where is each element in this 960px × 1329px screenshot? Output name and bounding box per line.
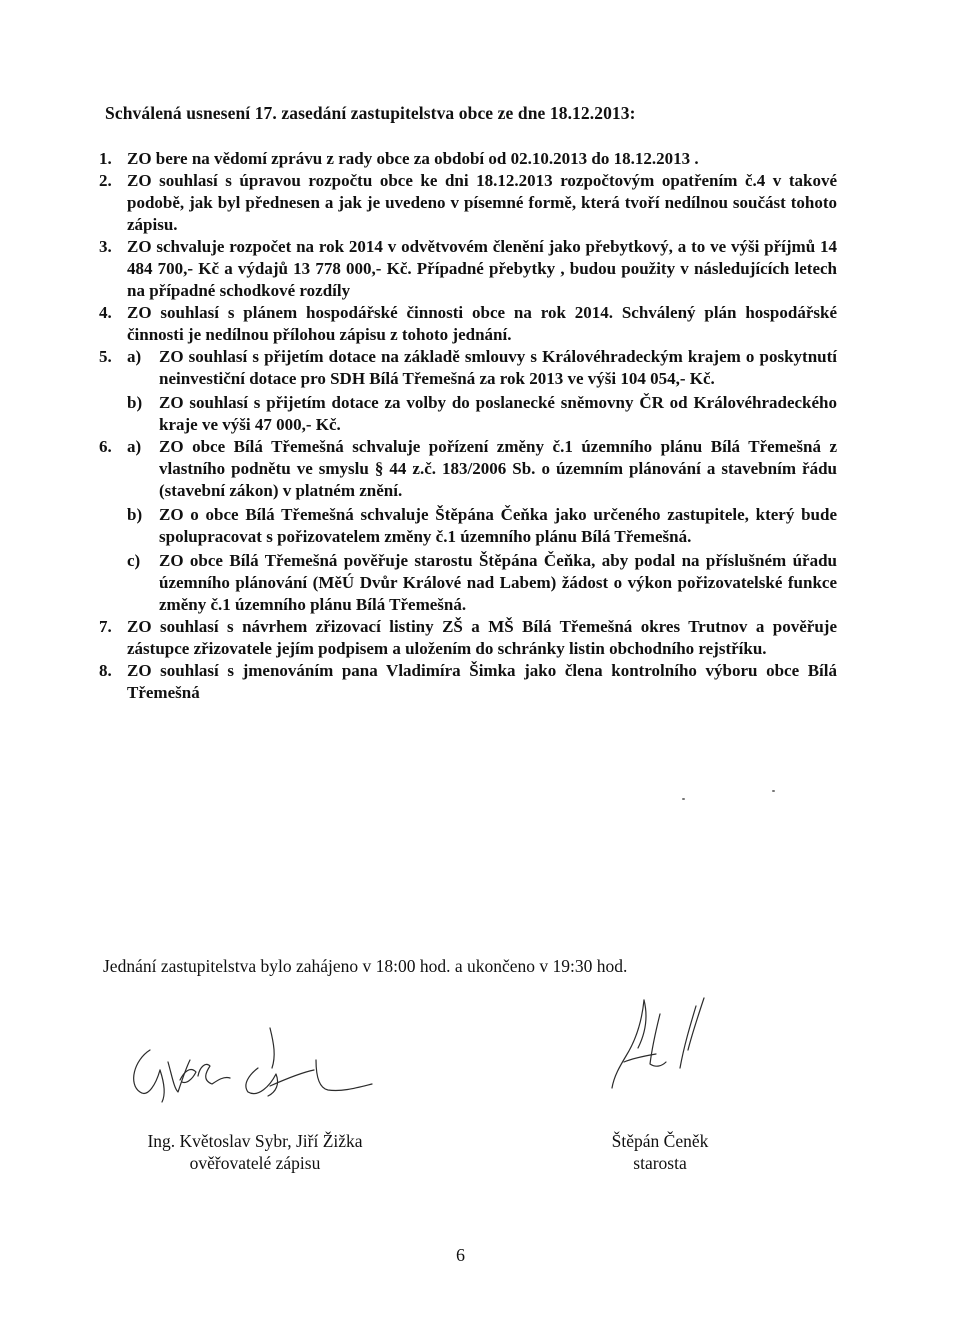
resolution-text: ZO bere na vědomí zprávu z rady obce za období od 02.10.2013 do 18.12.2013 . <box>127 149 699 168</box>
scan-speck <box>682 798 685 800</box>
subitem-label: a) <box>127 437 142 456</box>
resolution-5 <box>99 346 837 436</box>
subitem-b <box>127 392 837 436</box>
subitem-label: b) <box>127 505 143 524</box>
resolution-2 <box>99 170 837 236</box>
subitem-a <box>127 436 837 502</box>
resolution-number: 8. <box>99 661 112 680</box>
subitem-c <box>127 550 837 616</box>
resolution-4 <box>99 302 837 346</box>
resolution-3 <box>99 236 837 302</box>
resolution-7 <box>99 616 837 660</box>
resolution-number: 3. <box>99 237 112 256</box>
resolution-1 <box>99 148 837 170</box>
resolution-number: 2. <box>99 171 112 190</box>
resolution-text: ZO souhlasí s návrhem zřizovací listiny ZŠ a MŠ Bílá Třemešná okres Trutnov a pověřuje zástupce zřizovatele jejím podpisem a uložením do schránky listin obchodního rejstříku. <box>127 617 837 658</box>
resolution-number: 6. <box>99 437 112 456</box>
subitem-a <box>127 346 837 390</box>
document-heading: Schválená usnesení 17. zasedání zastupitelstva obce ze dne 18.12.2013: <box>105 103 636 123</box>
resolution-number: 4. <box>99 303 112 322</box>
subitem-label: c) <box>127 551 141 570</box>
scan-speck <box>772 790 775 792</box>
resolution-number: 1. <box>99 149 112 168</box>
subitem-text: ZO souhlasí s přijetím dotace na základě smlouvy s Královéhradeckým krajem o poskytnutí neinvestiční dotace pro SDH Bílá Třemešná za rok 2013 ve výši 104 054,- Kč. <box>159 347 837 388</box>
subitem-text: ZO souhlasí s přijetím dotace za volby do poslanecké sněmovny ČR od Královéhradeckého kraje ve výši 47 000,- Kč. <box>159 393 837 434</box>
verifiers-role: ověřovatelé zápisu <box>189 1153 321 1173</box>
resolution-text: ZO souhlasí s jmenováním pana Vladimíra Šimka jako člena kontrolního výboru obce Bílá Třemešná <box>127 661 837 702</box>
resolution-text: ZO schvaluje rozpočet na rok 2014 v odvětvovém členění jako přebytkový, a to ve výši příjmů 14 484 700,- Kč a výdajů 13 778 000,- Kč. Případné přebytky , budou použity v následujících letech na případné schodkové rozdíly <box>127 237 837 300</box>
verifiers-caption <box>110 1130 400 1174</box>
resolution-number: 7. <box>99 617 112 636</box>
mayor-caption <box>590 1130 730 1174</box>
verifiers-signature <box>120 1010 390 1115</box>
resolution-8 <box>99 660 837 704</box>
mayor-signature <box>600 992 730 1107</box>
subitem-label: b) <box>127 393 143 412</box>
meeting-time-note: Jednání zastupitelstva bylo zahájeno v 18:00 hod. a ukončeno v 19:30 hod. <box>103 956 628 976</box>
page-number: 6 <box>456 1245 465 1265</box>
resolution-subitems <box>127 346 837 436</box>
subitem-label: a) <box>127 347 142 366</box>
mayor-role: starosta <box>633 1153 687 1173</box>
resolution-subitems <box>127 436 837 616</box>
verifiers-names: Ing. Květoslav Sybr, Jiří Žižka <box>147 1131 363 1151</box>
subitem-text: ZO obce Bílá Třemešná schvaluje pořízení změny č.1 územního plánu Bílá Třemešná z vlastního podnětu ve smyslu § 44 z.č. 183/2006 Sb. o územním plánování a stavebním řádu (stavební zákon) v platném znění. <box>159 437 837 500</box>
subitem-text: ZO obce Bílá Třemešná pověřuje starostu Štěpána Čeňka, aby podal na příslušném úřadu územního plánování (MěÚ Dvůr Králové nad Labem) žádost o výkon pořizovatelské funkce změny č.1 územního plánu Bílá Třemešná. <box>159 551 837 614</box>
subitem-text: ZO o obce Bílá Třemešná schvaluje Štěpána Čeňka jako určeného zastupitele, který bude spolupracovat s pořizovatelem změny č.1 územního plánu Bílá Třemešná. <box>159 505 837 546</box>
resolutions-list <box>99 148 837 704</box>
resolution-number: 5. <box>99 347 112 366</box>
resolution-text: ZO souhlasí s plánem hospodářské činnosti obce na rok 2014. Schválený plán hospodářské činnosti je nedílnou přílohou zápisu z tohoto jednání. <box>127 303 837 344</box>
mayor-name: Štěpán Čeněk <box>611 1131 709 1151</box>
resolution-text: ZO souhlasí s úpravou rozpočtu obce ke dni 18.12.2013 rozpočtovým opatřením č.4 v takové podobě, jak byl přednesen a jak je uvedeno v písemné formě, která tvoří nedílnou součást tohoto zápisu. <box>127 171 837 234</box>
resolution-6 <box>99 436 837 616</box>
subitem-b <box>127 504 837 548</box>
